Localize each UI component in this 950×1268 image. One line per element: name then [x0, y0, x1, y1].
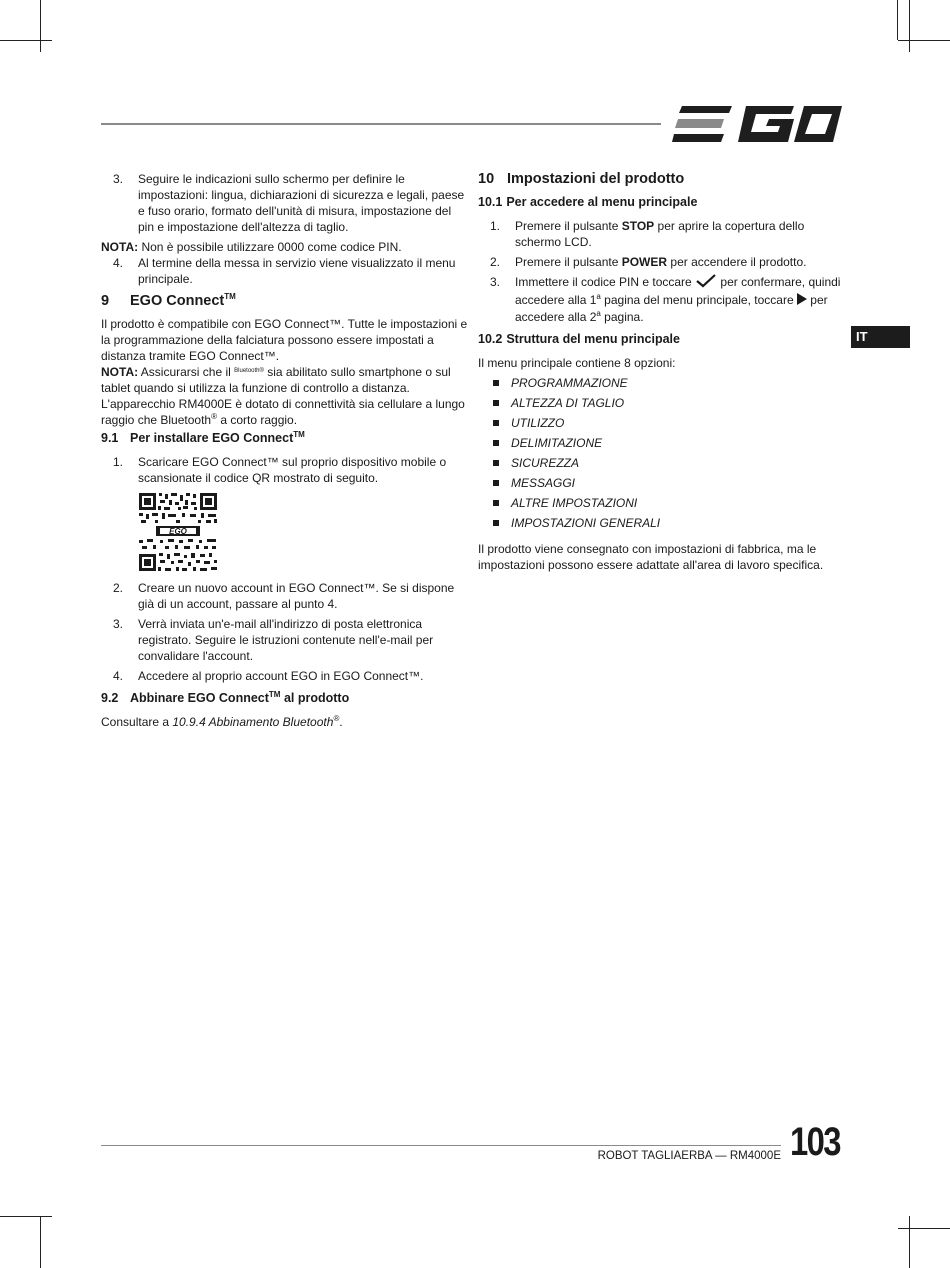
- paragraph: L'apparecchio RM4000E è dotato di connettività sia cellulare a lungo raggio che Bluetooth® a corto raggio.: [101, 397, 465, 427]
- paragraph: Consultare a 10.9.4 Abbinamento Bluetooth®.: [101, 714, 343, 729]
- crop-mark: [40, 0, 41, 52]
- list-item: [101, 616, 469, 664]
- item-text: SICUREZZA: [511, 456, 580, 470]
- footer-rule: [101, 1145, 781, 1146]
- section-number: 10.1: [478, 195, 503, 209]
- paragraph: Il menu principale contiene 8 opzioni:: [478, 356, 676, 370]
- item-text: IMPOSTAZIONI GENERALI: [511, 516, 661, 530]
- item-text: ALTRE IMPOSTAZIONI: [511, 496, 638, 510]
- item-number: 3.: [113, 172, 124, 186]
- bullet-icon: [493, 420, 499, 426]
- list-item: [101, 255, 469, 287]
- note: [101, 239, 469, 255]
- crop-mark: [897, 0, 898, 40]
- list-item: [101, 454, 469, 486]
- paragraph: Il prodotto è compatibile con EGO Connect™. Tutte le impostazioni e la programmazione della falciatura possono essere impostati a distanza tramite EGO Connect™.: [101, 317, 468, 363]
- footer-title: ROBOT TAGLIAERBA — RM4000E: [597, 1150, 781, 1162]
- item-text: UTILIZZO: [511, 416, 565, 430]
- list-item: [101, 668, 469, 684]
- subsection-heading: [101, 690, 469, 706]
- section-number: 9.1: [101, 431, 119, 445]
- cross-reference: 10.9.4 Abbinamento Bluetooth®: [172, 714, 340, 729]
- svg-text:EGO: EGO: [169, 527, 187, 536]
- bullet-icon: [493, 460, 499, 466]
- bullet-icon: [493, 500, 499, 506]
- section-title: Per accedere al menu principale: [506, 195, 698, 209]
- item-text: MESSAGGI: [511, 476, 576, 490]
- list-item: [478, 473, 842, 493]
- bullet-icon: [493, 520, 499, 526]
- language-tab: IT: [851, 326, 910, 348]
- item-number: 4.: [113, 669, 124, 683]
- list-item: [478, 254, 842, 270]
- list-item: [478, 413, 842, 433]
- item-number: 3.: [490, 275, 501, 289]
- list-item: [478, 274, 842, 325]
- note-label: NOTA:: [101, 365, 139, 379]
- section-heading: [101, 293, 469, 309]
- install-step-list: [101, 454, 469, 486]
- subsection-heading: [478, 331, 842, 347]
- item-text: ALTEZZA DI TAGLIO: [511, 396, 625, 410]
- setup-step-list: [101, 171, 469, 235]
- section-number: 10: [478, 171, 495, 187]
- section-heading: [478, 171, 842, 187]
- crop-mark: [0, 1216, 52, 1217]
- left-column: [101, 171, 469, 730]
- install-step-list-cont: [101, 580, 469, 684]
- list-item: [478, 453, 842, 473]
- item-number: 2.: [490, 255, 501, 269]
- paragraph: Il prodotto viene consegnato con impostazioni di fabbrica, ma le impostazioni possono essere adattate all'area di lavoro specifica.: [478, 542, 824, 572]
- page-number: 103: [790, 1120, 840, 1164]
- bullet-icon: [493, 480, 499, 486]
- item-number: 3.: [113, 617, 124, 631]
- section-title: EGO Connect™: [130, 292, 236, 309]
- right-column: [478, 171, 842, 573]
- note: NOTA: Assicurarsi che il $^{Bluetooth®}$ sia abilitato sullo smartphone o sul tablet quando si utilizza la funzione di controllo a distanza.: [101, 365, 451, 395]
- list-item: [478, 393, 842, 413]
- crop-mark: [40, 1216, 41, 1268]
- ego-logo: [672, 104, 844, 149]
- list-item: [101, 580, 469, 612]
- item-text: Accedere al proprio account EGO in EGO Connect™.: [138, 669, 424, 683]
- item-text: Al termine della messa in servizio viene visualizzato il menu principale.: [138, 256, 456, 286]
- setup-step-list-cont: [101, 255, 469, 287]
- section-title: Abbinare EGO Connect™ al prodotto: [130, 689, 350, 705]
- section-number: 9.2: [101, 691, 119, 705]
- subsection-heading: [101, 430, 469, 446]
- list-item: [478, 218, 842, 250]
- item-text: Creare un nuovo account in EGO Connect™. Se si dispone già di un account, passare al punto 4.: [138, 581, 455, 611]
- checkmark-icon: [695, 274, 717, 292]
- section-title: Struttura del menu principale: [506, 332, 680, 346]
- crop-mark: [909, 1216, 910, 1268]
- section-number: 9: [101, 293, 110, 309]
- item-text: Verrà inviata un'e-mail all'indirizzo di posta elettronica registrato. Seguire le istruzioni contenute nell'e-mail per convalidare l'account.: [138, 617, 434, 663]
- menu-options-list: [478, 373, 842, 533]
- item-text: DELIMITAZIONE: [511, 436, 603, 450]
- item-number: 1.: [113, 455, 124, 469]
- list-item: [478, 433, 842, 453]
- menu-access-steps: [478, 218, 842, 325]
- qr-code: [138, 492, 218, 572]
- bullet-icon: [493, 440, 499, 446]
- list-item: [478, 373, 842, 393]
- item-number: 4.: [113, 256, 124, 270]
- list-item: [101, 171, 469, 235]
- item-text: Premere il pulsante POWER per accendere il prodotto.: [515, 255, 807, 269]
- section-title: Impostazioni del prodotto: [507, 171, 685, 187]
- subsection-heading: [478, 194, 842, 210]
- item-text: Seguire le indicazioni sullo schermo per definire le impostazioni: lingua, dichiarazioni di sicurezza e legali, paese e fuso orario, formato dell'unità di misura, impostazione del pin e impostazione dell'altezza di taglio.: [138, 172, 465, 234]
- item-text: PROGRAMMAZIONE: [511, 376, 628, 390]
- note-label: NOTA:: [101, 240, 139, 254]
- play-arrow-icon: [797, 293, 807, 309]
- item-text: Immettere il codice PIN e toccare per confermare, quindi accedere alla 1$^a$ pagina del menu principale, toccare per accedere alla 2$^a$ pagina.: [515, 275, 841, 324]
- bullet-icon: [493, 400, 499, 406]
- section-title: Per installare EGO Connect™: [130, 429, 305, 445]
- crop-mark: [0, 40, 52, 41]
- note-text: Non è possibile utilizzare 0000 come codice PIN.: [138, 240, 402, 254]
- header-rule: [101, 123, 661, 125]
- item-text: Premere il pulsante STOP per aprire la copertura dello schermo LCD.: [515, 219, 805, 249]
- list-item: [478, 513, 842, 533]
- item-number: 2.: [113, 581, 124, 595]
- item-number: 1.: [490, 219, 501, 233]
- crop-mark: [909, 0, 910, 52]
- crop-mark: [898, 40, 950, 41]
- list-item: [478, 493, 842, 513]
- bullet-icon: [493, 380, 499, 386]
- crop-mark: [898, 1228, 950, 1229]
- section-number: 10.2: [478, 332, 503, 346]
- item-text: Scaricare EGO Connect™ sul proprio dispositivo mobile o scansionate il codice QR mostrato di seguito.: [138, 455, 447, 485]
